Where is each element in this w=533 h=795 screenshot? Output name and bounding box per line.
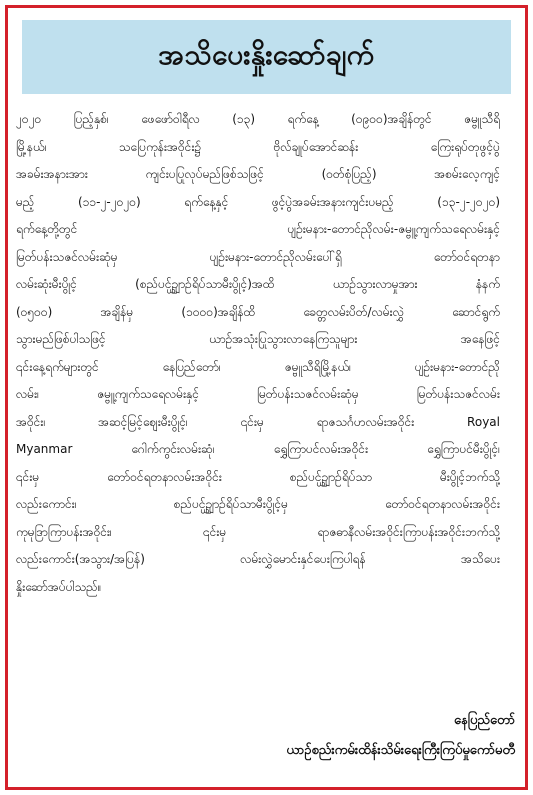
body-line: လမ်းဆုံးမီးပွိုင့် (စည်ပင်ဥ္ယျာဉ်ရိပ်သာမီးပွိုင့်)အထိ ယာဉ်သွားလာမှုအား နံနက်: [16, 277, 500, 291]
body-line: အဝိုင်း၊ အဆင့်မြင့်ဈေးမီးပွိုင့်၊ ၎င်းမှ ရာဇသင်္ဂဟလမ်းအဝိုင်း Royal: [16, 414, 500, 429]
body-line: အခမ်းအနားအား ကျင်းပပြုလုပ်မည်ဖြစ်သဖြင့် (ဝတ်စုံပြည့်) အစမ်းလေ့ကျင့်: [16, 167, 500, 181]
notice-body: [16, 106, 500, 601]
body-line: မြို့နယ်၊ သပြေကုန်းအဝိုင်း၌ ဗိုလ်ချုပ်အောင်ဆန်း ကြေးရုပ်တုဖွင့်ပွဲ: [16, 139, 500, 154]
body-line: ၂၀၂၀ ပြည့်နှစ်၊ ဖေဖော်ဝါရီလ (၁၃) ရက်နေ့ (၀၉၀၀)အချိန်တွင် ဇမ္ဗူသီရိ: [16, 112, 500, 126]
body-line: Myanmar ဂေါက်ကွင်းလမ်းဆုံ၊ ရွှေကြာပင်လမ်းအဝိုင်း ရွှေကြာပင်မီးပွိုင့်၊: [16, 442, 500, 456]
notice-title: အသိပေးနှိုးဆော်ချက်: [158, 38, 375, 71]
body-line: မည့် (၁၁-၂-၂၀၂၀) ရက်နေ့နှင့် ဖွင့်ပွဲအခမ်းအနားကျင်းပမည့် (၁၃-၂-၂၀၂၀): [16, 194, 500, 209]
body-line: ကုမုဒြာကြာပန်းအဝိုင်း၊ ၎င်းမှ ရာဇဓာနီလမ်းအဝိုင်းကြာပန်းအဝိုင်းဘက်သို့: [16, 524, 500, 539]
body-line: ၎င်းနေ့ရက်များတွင် နေပြည်တော်၊ ဇမ္ဗူသီရိမြို့နယ်၊ ပျဉ်းမနား-တောင်ညို: [16, 359, 500, 374]
signature-organization: ယာဉ်စည်းကမ်းထိန်းသိမ်းရေးကြီးကြပ်မှုကော်မတီ: [286, 743, 515, 758]
body-line: သွားမည်ဖြစ်ပါသဖြင့် ယာဉ်အသုံးပြုသွားလာနေကြသူများ အနေဖြင့်: [16, 332, 500, 346]
signature-place: နေပြည်တော်: [453, 713, 515, 728]
body-line: လည်းကောင်း(အသွား/အပြန်) လမ်းလွှဲမောင်းနှင်ပေးကြပါရန် အသိပေး: [16, 552, 500, 566]
title-banner: [22, 20, 511, 94]
body-line: လမ်း၊ ဇမ္ဗူ့ကျက်သရေလမ်းနှင့် မြတ်ပန်းသဇင်လမ်းဆုံမှ မြတ်ပန်းသဇင်လမ်း: [16, 387, 500, 401]
body-line: နှိုးဆော်အပ်ပါသည်။: [16, 579, 102, 594]
body-line: ရက်နေ့တို့တွင် ပျဉ်းမနား-တောင်ညိုလမ်း-ဇမ္ဗူ့ကျက်သရေလမ်းနှင့်: [16, 222, 500, 236]
body-line: မြတ်ပန်းသဇင်လမ်းဆုံမှ ပျဉ်းမနား-တောင်ညိုလမ်းပေါ်ရှိ တော်ဝင်ရတနာ: [16, 249, 500, 264]
body-line: (၀၅၀၀) အချိန်မှ (၁၀၀၀)အချိန်ထိ ခေတ္တလမ်းပိတ်/လမ်းလွှဲ ဆောင်ရွက်: [16, 304, 500, 319]
body-line: ၎င်းမှ တော်ဝင်ရတနာလမ်းအဝိုင်း စည်ပင်ဥ္ယျာဉ်ရိပ်သာ မီးပွိုင့်ဘက်သို့: [16, 469, 500, 484]
body-line: လည်းကောင်း၊ စည်ပင်ဥ္ယျာဉ်ရိပ်သာမီးပွိုင့်မှ တော်ဝင်ရတနာလမ်းအဝိုင်း: [16, 497, 500, 511]
